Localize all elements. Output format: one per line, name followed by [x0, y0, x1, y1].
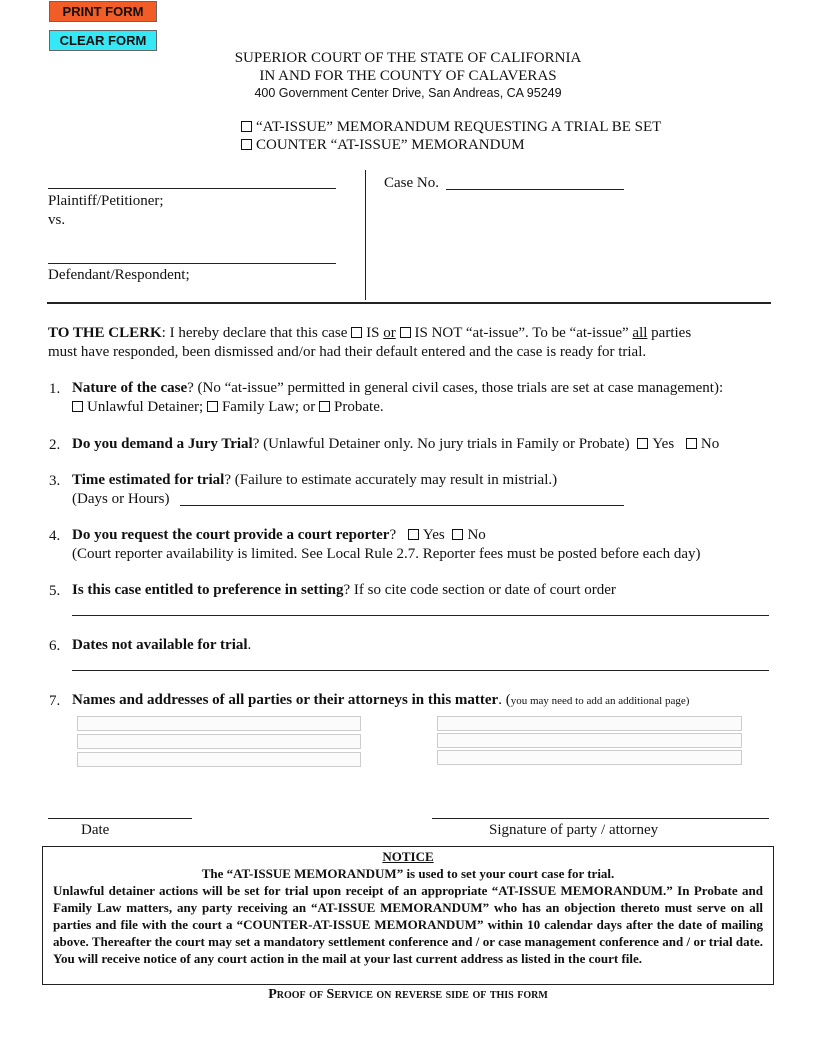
party-name-field-3[interactable]	[77, 752, 361, 767]
date-field[interactable]	[48, 818, 192, 819]
q3-number: 3.	[49, 473, 61, 489]
caption-bottom-rule	[47, 302, 771, 304]
print-form-button[interactable]: PRINT FORM	[49, 1, 157, 22]
q3-days-hours-label: (Days or Hours)	[72, 491, 170, 507]
party-name-field-2[interactable]	[77, 734, 361, 749]
defendant-line[interactable]	[48, 263, 336, 264]
counter-at-issue-checkbox[interactable]	[241, 139, 252, 150]
case-no-label: Case No.	[384, 175, 439, 191]
case-no-field[interactable]	[446, 189, 624, 190]
plaintiff-label: Plaintiff/Petitioner;	[48, 193, 164, 209]
party-address-field-1[interactable]	[437, 716, 742, 731]
q1-number: 1.	[49, 381, 61, 397]
notice-subtitle: The “AT-ISSUE MEMORANDUM” is used to set your court case for trial.	[201, 866, 615, 881]
clear-form-button[interactable]: CLEAR FORM	[49, 30, 157, 51]
dates-unavailable-field[interactable]	[72, 670, 769, 671]
defendant-label: Defendant/Respondent;	[48, 267, 190, 283]
q2-question: Do you demand a Jury Trial? (Unlawful Detainer only. No jury trials in Family or Probate) Yes No	[72, 436, 720, 452]
is-at-issue-checkbox[interactable]	[351, 327, 362, 338]
proof-of-service-footer: Proof of Service on reverse side of this form	[268, 987, 548, 1002]
notice-title: NOTICE	[382, 849, 434, 864]
clerk-declaration: TO THE CLERK: I hereby declare that this case IS or IS NOT “at-issue”. To be “at-issue” all parties	[48, 325, 692, 341]
q4-number: 4.	[49, 528, 61, 544]
reporter-yes-checkbox[interactable]	[408, 529, 419, 540]
notice-body: Unlawful detainer actions will be set for trial upon receipt of an appropriate “AT-ISSUE MEMORANDUM.” In Probate and Family Law matters, any party receiving an “AT-ISSUE MEMORANDUM” who has an objection thereto must serve on all parties and file with the court a “COUNTER-AT-ISSUE MEMORANDUM” within 10 calendar days after the date of mailing above. Thereafter the court may set a mandatory settlement conference and / or case management conference and / or trial date. You will receive notice of any court action in the mail at your last current address as listed in the court file.	[53, 883, 763, 966]
notice-box	[42, 846, 774, 985]
reporter-no-checkbox[interactable]	[452, 529, 463, 540]
plaintiff-line[interactable]	[48, 188, 336, 189]
signature-label: Signature of party / attorney	[489, 822, 659, 838]
title-option-counter: COUNTER “AT-ISSUE” MEMORANDUM	[241, 137, 525, 154]
q5-question: Is this case entitled to preference in setting? If so cite code section or date of court order	[72, 582, 616, 598]
signature-field[interactable]	[432, 818, 769, 819]
court-address: 400 Government Center Drive, San Andreas, CA 95249	[254, 86, 562, 100]
q4-question: Do you request the court provide a court reporter? Yes No	[72, 527, 486, 543]
court-name-line2: IN AND FOR THE COUNTY OF CALAVERAS	[259, 68, 557, 84]
probate-checkbox[interactable]	[319, 401, 330, 412]
q6-number: 6.	[49, 638, 61, 654]
q4-reporter-note: (Court reporter availability is limited. See Local Rule 2.7. Reporter fees must be posted before each day)	[72, 546, 701, 562]
q6-question: Dates not available for trial.	[72, 637, 252, 653]
q5-number: 5.	[49, 583, 61, 599]
q2-number: 2.	[49, 437, 61, 453]
vs-label: vs.	[48, 212, 66, 228]
unlawful-detainer-checkbox[interactable]	[72, 401, 83, 412]
caption-divider	[365, 170, 366, 300]
jury-no-checkbox[interactable]	[686, 438, 697, 449]
clerk-label: TO THE CLERK	[48, 325, 162, 341]
q1-options: Unlawful Detainer; Family Law; or Probate.	[72, 399, 384, 416]
family-law-checkbox[interactable]	[207, 401, 218, 412]
q3-question: Time estimated for trial? (Failure to estimate accurately may result in mistrial.)	[72, 472, 558, 488]
party-name-field-1[interactable]	[77, 716, 361, 731]
court-name-line1: SUPERIOR COURT OF THE STATE OF CALIFORNIA	[234, 50, 582, 66]
is-not-at-issue-checkbox[interactable]	[400, 327, 411, 338]
title-option-at-issue: “AT-ISSUE” MEMORANDUM REQUESTING A TRIAL BE SET	[241, 119, 661, 136]
q7-question: Names and addresses of all parties or their attorneys in this matter. (you may need to add an additional page)	[72, 692, 690, 708]
trial-estimate-field[interactable]	[180, 505, 624, 506]
q1-question: Nature of the case? (No “at-issue” permitted in general civil cases, those trials are set at case management):	[72, 380, 724, 396]
party-address-field-3[interactable]	[437, 750, 742, 765]
at-issue-checkbox[interactable]	[241, 121, 252, 132]
q7-number: 7.	[49, 693, 61, 709]
clerk-declaration-line2: must have responded, been dismissed and/or had their default entered and the case is ready for trial.	[48, 344, 647, 360]
party-address-field-2[interactable]	[437, 733, 742, 748]
date-label: Date	[81, 822, 110, 838]
jury-yes-checkbox[interactable]	[637, 438, 648, 449]
preference-field[interactable]	[72, 615, 769, 616]
